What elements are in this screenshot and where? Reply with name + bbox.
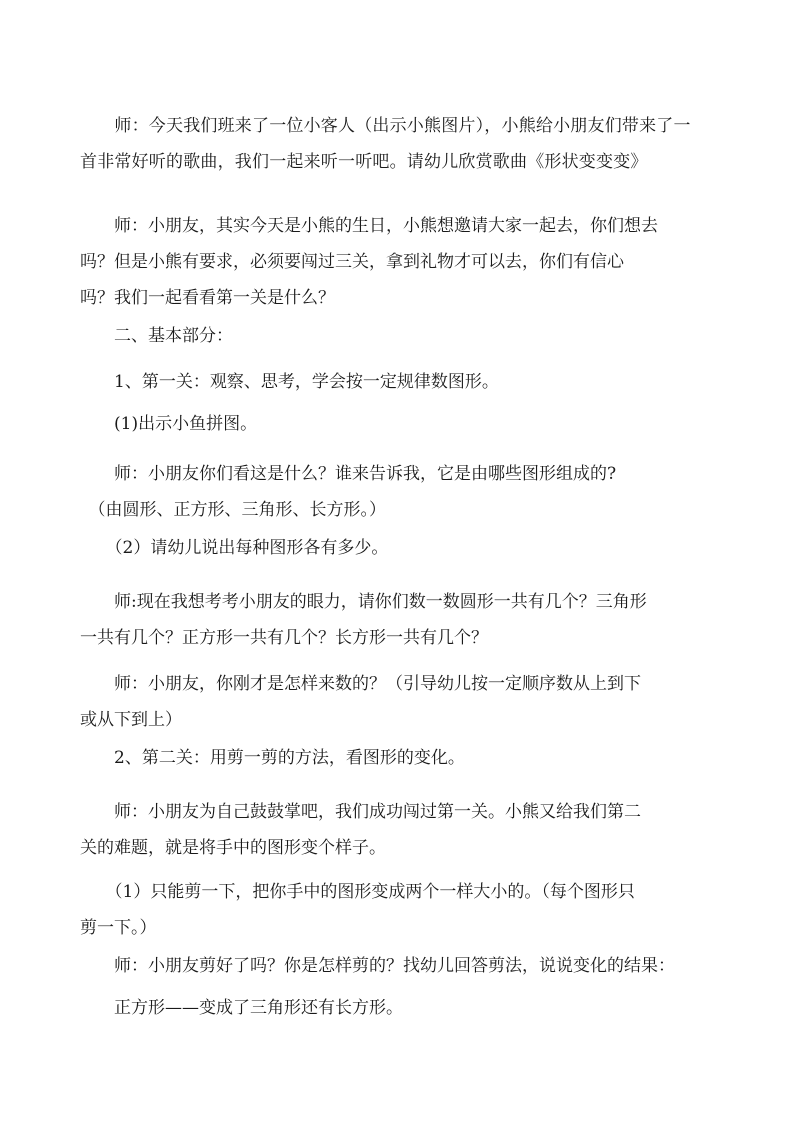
text-line: 关的难题，就是将手中的图形变个样子。 bbox=[80, 838, 386, 858]
paragraph-13 bbox=[80, 948, 730, 984]
paragraph-7 bbox=[80, 530, 730, 566]
paragraph-10 bbox=[80, 740, 730, 776]
text-line: 师：小朋友为自己鼓鼓掌吧，我们成功闯过第一关。小熊又给我们第二 bbox=[80, 802, 641, 822]
text-line: 吗？我们一起看看第一关是什么？ bbox=[80, 288, 335, 308]
text-line: （1）只能剪一下，把你手中的图形变成两个一样大小的。（每个图形只 bbox=[80, 882, 635, 902]
text-line: 师：小朋友你们看这是什么？谁来告诉我，它是由哪些图形组成的? bbox=[80, 464, 617, 484]
paragraph-8 bbox=[80, 584, 730, 656]
text-line: 剪一下。） bbox=[80, 918, 157, 938]
paragraph-5 bbox=[80, 406, 730, 442]
paragraph-6 bbox=[80, 456, 730, 528]
text-line: 师：小朋友剪好了吗？你是怎样剪的？找幼儿回答剪法，说说变化的结果： bbox=[80, 956, 675, 976]
text-line: 一共有几个？正方形一共有几个？长方形一共有几个？ bbox=[80, 628, 488, 648]
text-line: 正方形——变成了三角形还有长方形。 bbox=[80, 998, 403, 1018]
paragraph-11 bbox=[80, 794, 730, 866]
paragraph-12 bbox=[80, 874, 730, 946]
paragraph-9 bbox=[80, 666, 730, 738]
text-line: （由圆形、正方形、三角形、长方形。） bbox=[80, 500, 386, 520]
section-heading: 二、基本部分： bbox=[80, 326, 233, 346]
paragraph-2 bbox=[80, 208, 730, 316]
text-line: 师：小朋友，其实今天是小熊的生日，小熊想邀请大家一起去，你们想去 bbox=[80, 216, 658, 236]
text-line: 师：今天我们班来了一位小客人（出示小熊图片），小熊给小朋友们带来了一 bbox=[80, 116, 691, 136]
text-line: (1)出示小鱼拼图。 bbox=[80, 414, 258, 434]
text-line: 1、第一关：观察、思考，学会按一定规律数图形。 bbox=[80, 372, 499, 392]
text-line: （2）请幼儿说出每种图形各有多少。 bbox=[80, 538, 389, 558]
paragraph-14 bbox=[80, 990, 730, 1026]
text-line: 师:现在我想考考小朋友的眼力，请你们数一数圆形一共有几个？三角形 bbox=[80, 592, 647, 612]
paragraph-1 bbox=[80, 108, 730, 180]
text-line: 2、第二关：用剪一剪的方法，看图形的变化。 bbox=[80, 748, 465, 768]
paragraph-3 bbox=[80, 318, 730, 354]
text-line: 吗？但是小熊有要求，必须要闯过三关，拿到礼物才可以去，你们有信心 bbox=[80, 252, 624, 272]
paragraph-4 bbox=[80, 364, 730, 400]
text-line: 首非常好听的歌曲，我们一起来听一听吧。请幼儿欣赏歌曲《形状变变变》 bbox=[80, 152, 648, 172]
text-line: 或从下到上） bbox=[80, 710, 182, 730]
text-line: 师：小朋友，你刚才是怎样来数的？（引导幼儿按一定顺序数从上到下 bbox=[80, 674, 641, 694]
